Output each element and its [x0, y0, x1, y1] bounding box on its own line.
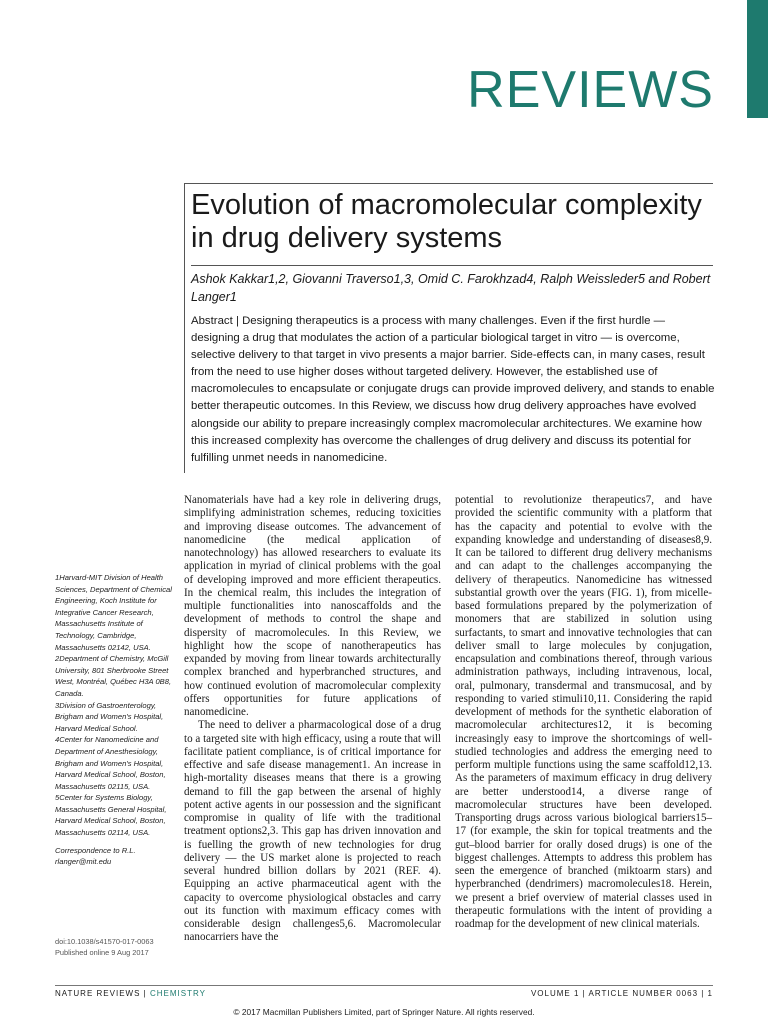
- correspondence: Correspondence to R.L. rlanger@mit.edu: [55, 845, 136, 867]
- published-date: Published online 9 Aug 2017: [55, 948, 149, 957]
- affiliation-item: 5Center for Systems Biology, Massachusetts General Hospital, Harvard Medical School, Boston, Massachusetts 02114, USA.: [55, 793, 167, 838]
- affiliation-item: 1Harvard-MIT Division of Health Sciences, Department of Chemical Engineering, Koch Institute for Integrative Cancer Research, Massachusetts Institute of Technology, Cambridge, Massachusetts 02142, USA.: [55, 573, 172, 652]
- section-label: REVIEWS: [467, 61, 714, 119]
- footer-separator: |: [143, 989, 147, 998]
- affiliations: [55, 572, 177, 868]
- body-paragraph: The need to deliver a pharmacological dose of a drug to a targeted site with high efficacy, using a route that will facilitate patient compliance, is of critical importance for effective and safe disease management1. An increase in high-mortality diseases means that there is a growing demand to fill the gap between the arsenal of highly potent active agents in our possession and the significant compromise in quality of life with the traditional treatment options2,3. This gap has driven innovation and is fuelling the growth of new technologies for drug delivery — the US market alone is projected to reach several hundred billion dollars by 2021 (REF. 4). Equipping an active pharmaceutical agent with the capacity to overcome physiological obstacles and carry out its function with maximum efficacy comes with considerable design challenges5,6. Macromolecular nanocarriers have the: [184, 719, 441, 944]
- journal-subject: CHEMISTRY: [149, 989, 206, 998]
- body-column-2: [455, 494, 712, 931]
- article-title: Evolution of macromolecular complexity in drug delivery systems: [191, 189, 702, 254]
- body-paragraph: Nanomaterials have had a key role in delivering drugs, simplifying administration schemes, reducing toxicities and improving disease outcomes. The advancement of nanomedicine (the medical application of nanotechnology) has allowed researchers to evaluate its application in myriad of clinical problems with the goal of developing improved and more efficient therapeutics. In the chemical realm, this includes the integration of multiple functionalities into nanoscaffolds and the development of methods to control the shape and dispersity of macromolecules. In this Review, we highlight how the scope of nanotherapeutics has expanded by moving from linear towards architecturally complex branched and hyperbranched structures, and how continued evolution of macromolecular complexity offers opportunities for future applications of nanomedicine.: [184, 494, 441, 718]
- affiliation-item: 2Department of Chemistry, McGill University, 801 Sherbrooke Street West, Montréal, Québec H3A 0B8, Canada.: [55, 654, 172, 698]
- body-column-1: [184, 494, 441, 945]
- authors-rule: [191, 265, 713, 266]
- author-list: Ashok Kakkar1,2, Giovanni Traverso1,3, Omid C. Farokhzad4, Ralph Weissleder5 and Robert Langer1: [191, 272, 711, 304]
- article-meta: [55, 936, 180, 958]
- body-paragraph: potential to revolutionize therapeutics7, and have provided the scientific community with a platform that has the capacity and potential to evolve with the expanding knowledge and understanding of diseases8,9. It can be tailored to different drug delivery mechanisms and can adapt to the challenges accompanying the delivery of therapeutics. Nanomedicine has witnessed substantial growth over the years (FIG. 1), from micelle-based formulations prepared by the polymerization of monomers that are stabilized in solution using surfactants, to smart and innovative technologies that can deliver small to large molecules by conjugation, encapsulation and combinations thereof, through various administration pathways, including intravenous, local, oral, pulmonary, transdermal and transmucosal, and by responding to varied stimuli10,11. Considering the rapid development of methods for the synthetic elaboration of macromolecular architectures12, it is becoming increasingly easy to improve the shortcomings of well-studied technologies and address the emerging need to perform multiple functions using the same scaffold12,13. As the parameters of maximum efficacy in drug delivery are better understood14, a diverse range of macromolecular structures have been developed. Transporting drugs across various biological barriers15–17 (for example, the skin for topical treatments and the gut–blood barrier for orally dosed drugs) is one of the biggest challenges. Attempts to address this problem has seen the emergence of branched (miktoarm stars) and hyperbranched (dendrimers) macromolecules18. Herein, we present a brief overview of material classes used in therapeutic formulations with the intent of providing a roadmap for the development of new clinical materials.: [455, 494, 712, 930]
- affiliation-item: 3Division of Gastroenterology, Brigham and Women's Hospital, Harvard Medical School.: [55, 700, 164, 733]
- journal-title: NATURE REVIEWS: [55, 989, 141, 998]
- section-accent-bar: [747, 0, 768, 118]
- volume-info: VOLUME 1 | ARTICLE NUMBER 0063 | 1: [530, 989, 713, 998]
- abstract: Abstract | Designing therapeutics is a process with many challenges. Even if the first hurdle — designing a drug that modulates the action of a particular biological target in vitro — is overcome, selective delivery to that target in vivo presents a major barrier. Side-effects can, in many cases, result from the need to use higher doses without targeted delivery. However, the established use of macromolecules to encapsulate or conjugate drugs can provide improved delivery, and stands to enable better therapeutic outcomes. In this Review, we discuss how drug delivery approaches have evolved alongside our ability to prepare increasingly complex macromolecular architectures. We examine how this increased complexity has overcome the challenges of drug delivery and discuss its potential for fulfilling unmet needs in nanomedicine.: [191, 315, 715, 464]
- title-side-rule: [184, 183, 185, 473]
- doi-link[interactable]: doi:10.1038/s41570-017-0063: [55, 937, 154, 946]
- journal-name: [55, 989, 206, 998]
- title-top-rule: [184, 183, 713, 184]
- footer-rule: [55, 985, 713, 986]
- affiliation-item: 4Center for Nanomedicine and Department of Anesthesiology, Brigham and Women's Hospital, Harvard Medical School, Boston, Massachusetts 02115, USA.: [55, 735, 166, 791]
- copyright-notice: © 2017 Macmillan Publishers Limited, part of Springer Nature. All rights reserved.: [233, 1007, 535, 1017]
